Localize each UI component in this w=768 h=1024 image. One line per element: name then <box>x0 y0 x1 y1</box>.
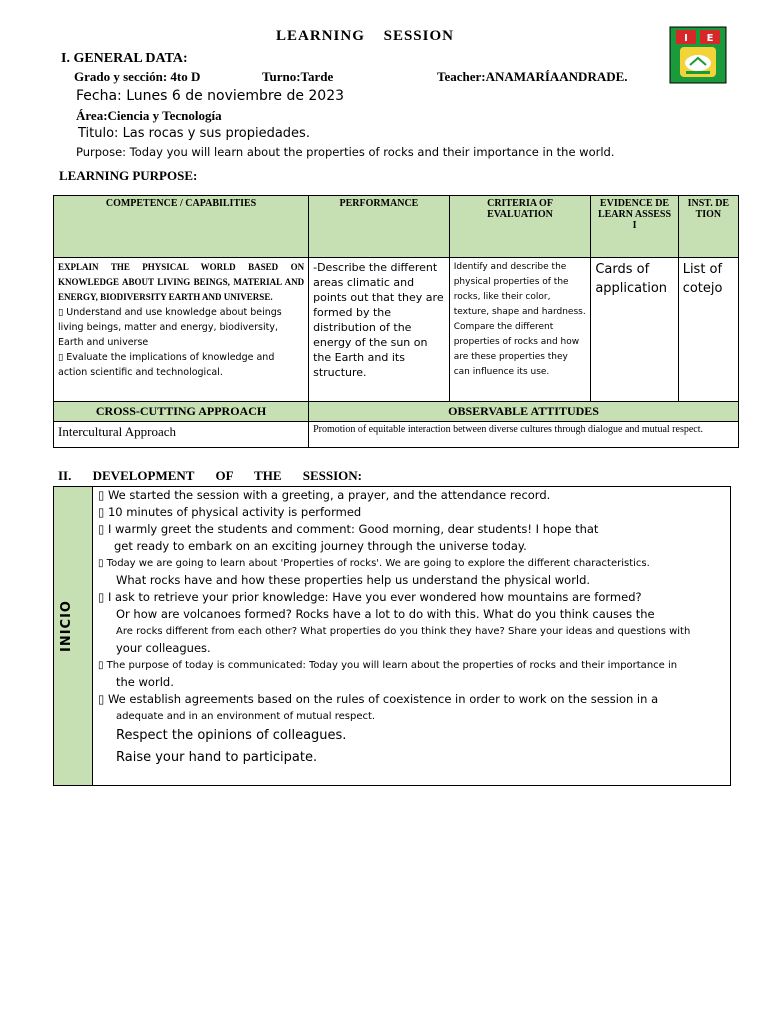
learning-purpose-heading: LEARNING PURPOSE: <box>59 168 198 183</box>
evidence-text: Cards of application <box>595 262 668 296</box>
dev-line: get ready to embark on an exciting journey through the universe today. <box>114 539 527 553</box>
school-logo <box>668 25 728 85</box>
attitudes-header: OBSERVABLE ATTITUDES <box>309 402 739 422</box>
dev-line: Or how are volcanoes formed? Rocks have a lot to do with this. What do you think causes the <box>116 607 655 621</box>
logo-letter-e: E <box>706 33 714 44</box>
capability-2: ▯ Evaluate the implications of knowledge and action scientific and technological. <box>58 352 275 378</box>
dev-line: your colleagues. <box>116 641 211 655</box>
development-lines <box>98 487 734 769</box>
capability-1: ▯ Understand and use knowledge about beings living beings, matter and energy, biodiversity, Earth and universe <box>58 307 282 348</box>
cross-cutting-value: Intercultural Approach <box>54 422 309 448</box>
col-evidence: EVIDENCE DE LEARN ASSESS I <box>591 196 678 258</box>
dev-line: Raise your hand to participate. <box>116 750 318 765</box>
competence-cell <box>54 258 309 402</box>
col-performance: PERFORMANCE <box>309 196 450 258</box>
performance-text: -Describe the different areas climatic and points out that they are formed by the distribution of the energy of the sun on the Earth and its structure. <box>313 261 444 379</box>
performance-cell <box>309 258 450 402</box>
session-date: Fecha: Lunes 6 de noviembre de 2023 <box>76 88 345 104</box>
session-title: Titulo: Las rocas y sus propiedades. <box>78 126 310 141</box>
dev-line: ▯ I ask to retrieve your prior knowledge: Have you ever wondered how mountains are formed? <box>98 590 642 604</box>
dev-line: Are rocks different from each other? What properties do you think they have? Share your ideas and questions with <box>116 626 691 637</box>
grade-section: Grado y sección: 4to D <box>74 69 201 84</box>
shift: Turno:Tarde <box>262 69 334 84</box>
phase-label: INICIO <box>59 600 74 652</box>
dev-line: ▯ The purpose of today is communicated: Today you will learn about the properties of rocks and their importance in <box>98 660 678 671</box>
dev-line: adequate and in an environment of mutual respect. <box>116 711 376 722</box>
criteria-cell <box>449 258 591 402</box>
attitudes-value: Promotion of equitable interaction between diverse cultures through dialogue and mutual respect. <box>309 422 739 448</box>
col-competence: COMPETENCE / CAPABILITIES <box>54 196 309 258</box>
school-crest-icon <box>668 25 728 85</box>
general-data-heading: I. GENERAL DATA: <box>61 51 188 66</box>
dev-line: ▯ We started the session with a greeting, a prayer, and the attendance record. <box>98 488 551 502</box>
dev-line: Respect the opinions of colleagues. <box>116 728 347 743</box>
dev-line: What rocks have and how these properties help us understand the physical world. <box>116 573 591 587</box>
cross-cutting-header: CROSS-CUTTING APPROACH <box>54 402 309 422</box>
session-purpose: Purpose: Today you will learn about the properties of rocks and their importance in the world. <box>76 145 615 159</box>
subject-area: Área:Ciencia y Tecnología <box>76 108 222 123</box>
evidence-cell <box>591 258 678 402</box>
col-instrument: INST. DE TION <box>678 196 738 258</box>
dev-line: ▯ We establish agreements based on the rules of coexistence in order to work on the session in a <box>98 692 659 706</box>
instrument-text: List of cotejo <box>682 262 723 296</box>
criteria-text: Identify and describe the physical properties of the rocks, like their color, texture, shape and hardness. Compare the different properties of rocks and how are these properties they can influence its use. <box>453 262 586 377</box>
phase-column <box>54 487 93 785</box>
dev-line: the world. <box>116 675 174 689</box>
col-criteria: CRITERIA OF EVALUATION <box>449 196 591 258</box>
page-title: LEARNING SESSION <box>276 28 454 44</box>
dev-line: ▯ Today we are going to learn about 'Properties of rocks'. We are going to explore the different characteristics. <box>98 558 650 569</box>
competence-title: EXPLAIN THE PHYSICAL WORLD BASED ON KNOWLEDGE ABOUT LIVING BEINGS, MATERIAL AND ENERGY, BIODIVERSITY EARTH AND UNIVERSE. <box>58 262 305 302</box>
dev-line: ▯ 10 minutes of physical activity is performed <box>98 505 362 519</box>
dev-line: ▯ I warmly greet the students and comment: Good morning, dear students! I hope that <box>98 522 599 536</box>
instrument-cell <box>678 258 738 402</box>
logo-letter-i: I <box>684 33 688 44</box>
learning-purpose-table <box>53 195 739 448</box>
teacher-name: Teacher:ANAMARÍAANDRADE. <box>437 69 628 84</box>
development-box <box>53 486 731 786</box>
development-heading: II. DEVELOPMENT OF THE SESSION: <box>58 468 363 483</box>
